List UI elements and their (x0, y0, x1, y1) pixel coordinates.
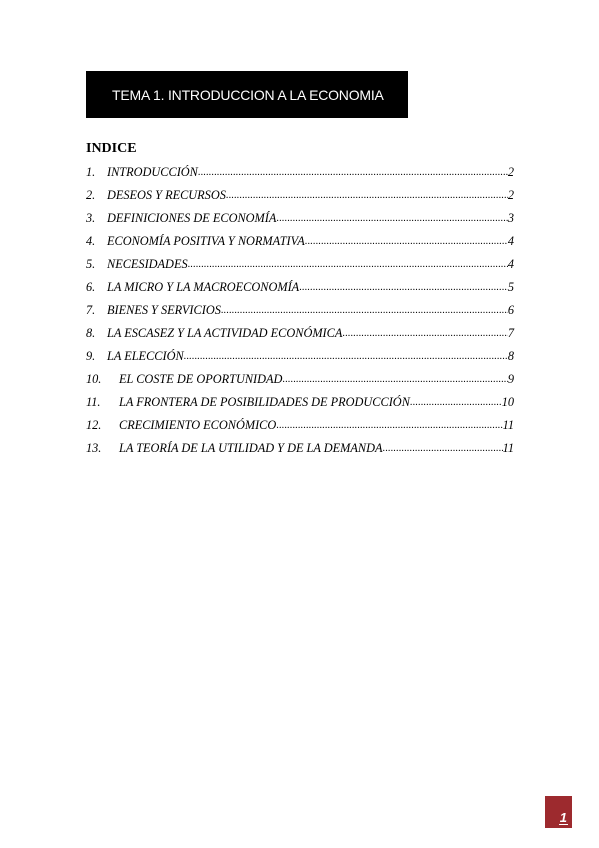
toc-entry-deseos-y-recursos[interactable] (86, 188, 514, 211)
document-title: TEMA 1. INTRODUCCION A LA ECONOMIA (112, 86, 384, 103)
toc-entry-number: 6. (86, 280, 96, 294)
toc-entry-escasez[interactable] (86, 326, 514, 349)
toc-entry-bienes-y-servicios[interactable] (86, 303, 514, 326)
toc-dot-leader (226, 187, 508, 202)
toc-entry-label: LA ELECCIÓN (107, 349, 184, 363)
toc-entry-number: 10. (86, 372, 102, 386)
toc-dot-leader (184, 348, 508, 363)
toc-entry-introduccion[interactable] (86, 165, 514, 188)
toc-entry-necesidades[interactable] (86, 257, 514, 280)
toc-entry-crecimiento[interactable] (86, 418, 514, 441)
toc-dot-leader (299, 279, 508, 294)
page-number-badge (545, 796, 572, 828)
toc-dot-leader (305, 233, 508, 248)
toc-entry-page: 11 (502, 418, 514, 432)
toc-entry-label: INTRODUCCIÓN (107, 165, 198, 179)
toc-entry-label: DEFINICIONES DE ECONOMÍA (107, 211, 277, 225)
toc-entry-economia-positiva[interactable] (86, 234, 514, 257)
table-of-contents (86, 165, 514, 464)
index-heading: INDICE (86, 141, 137, 156)
toc-entry-micro-macro[interactable] (86, 280, 514, 303)
toc-entry-page: 4 (507, 234, 514, 248)
toc-entry-label: CRECIMIENTO ECONÓMICO (119, 418, 277, 432)
toc-entry-page: 11 (502, 441, 514, 455)
toc-entry-number: 12. (86, 418, 102, 432)
toc-entry-number: 5. (86, 257, 96, 271)
toc-entry-page: 8 (507, 349, 514, 363)
toc-entry-label: LA TEORÍA DE LA UTILIDAD Y DE LA DEMANDA (119, 441, 383, 455)
toc-entry-label: EL COSTE DE OPORTUNIDAD (119, 372, 283, 386)
toc-entry-page: 7 (507, 326, 514, 340)
toc-entry-page: 2 (507, 188, 514, 202)
toc-dot-leader (198, 164, 508, 179)
toc-entry-eleccion[interactable] (86, 349, 514, 372)
toc-dot-leader (383, 440, 503, 455)
toc-entry-label: NECESIDADES (107, 257, 188, 271)
toc-entry-number: 7. (86, 303, 96, 317)
toc-entry-label: ECONOMÍA POSITIVA Y NORMATIVA (107, 234, 305, 248)
toc-dot-leader (342, 325, 507, 340)
toc-dot-leader (276, 210, 507, 225)
toc-entry-number: 13. (86, 441, 102, 455)
toc-entry-page: 9 (507, 372, 514, 386)
toc-dot-leader (221, 302, 508, 317)
toc-entry-number: 2. (86, 188, 96, 202)
toc-entry-page: 5 (507, 280, 514, 294)
toc-dot-leader (282, 371, 507, 386)
toc-entry-frontera[interactable] (86, 395, 514, 418)
toc-entry-number: 3. (86, 211, 96, 225)
toc-entry-page: 4 (507, 257, 514, 271)
toc-dot-leader (410, 394, 502, 409)
toc-entry-number: 1. (86, 165, 96, 179)
toc-dot-leader (276, 417, 502, 432)
toc-entry-page: 3 (507, 211, 514, 225)
page-number: 1 (559, 810, 567, 825)
toc-entry-coste-oportunidad[interactable] (86, 372, 514, 395)
toc-entry-number: 8. (86, 326, 96, 340)
toc-entry-label: BIENES Y SERVICIOS (107, 303, 221, 317)
toc-entry-page: 10 (501, 395, 514, 409)
toc-entry-label: DESEOS Y RECURSOS (107, 188, 226, 202)
toc-entry-teoria-utilidad[interactable] (86, 441, 514, 464)
toc-entry-number: 9. (86, 349, 96, 363)
toc-entry-page: 6 (507, 303, 514, 317)
title-banner (86, 71, 408, 118)
toc-entry-number: 11. (86, 395, 101, 409)
toc-entry-page: 2 (507, 165, 514, 179)
toc-dot-leader (188, 256, 508, 271)
toc-entry-definiciones[interactable] (86, 211, 514, 234)
toc-entry-label: LA ESCASEZ Y LA ACTIVIDAD ECONÓMICA (107, 326, 343, 340)
toc-entry-label: LA FRONTERA DE POSIBILIDADES DE PRODUCCIÓN (119, 395, 410, 409)
toc-entry-number: 4. (86, 234, 96, 248)
toc-entry-label: LA MICRO Y LA MACROECONOMÍA (107, 280, 300, 294)
